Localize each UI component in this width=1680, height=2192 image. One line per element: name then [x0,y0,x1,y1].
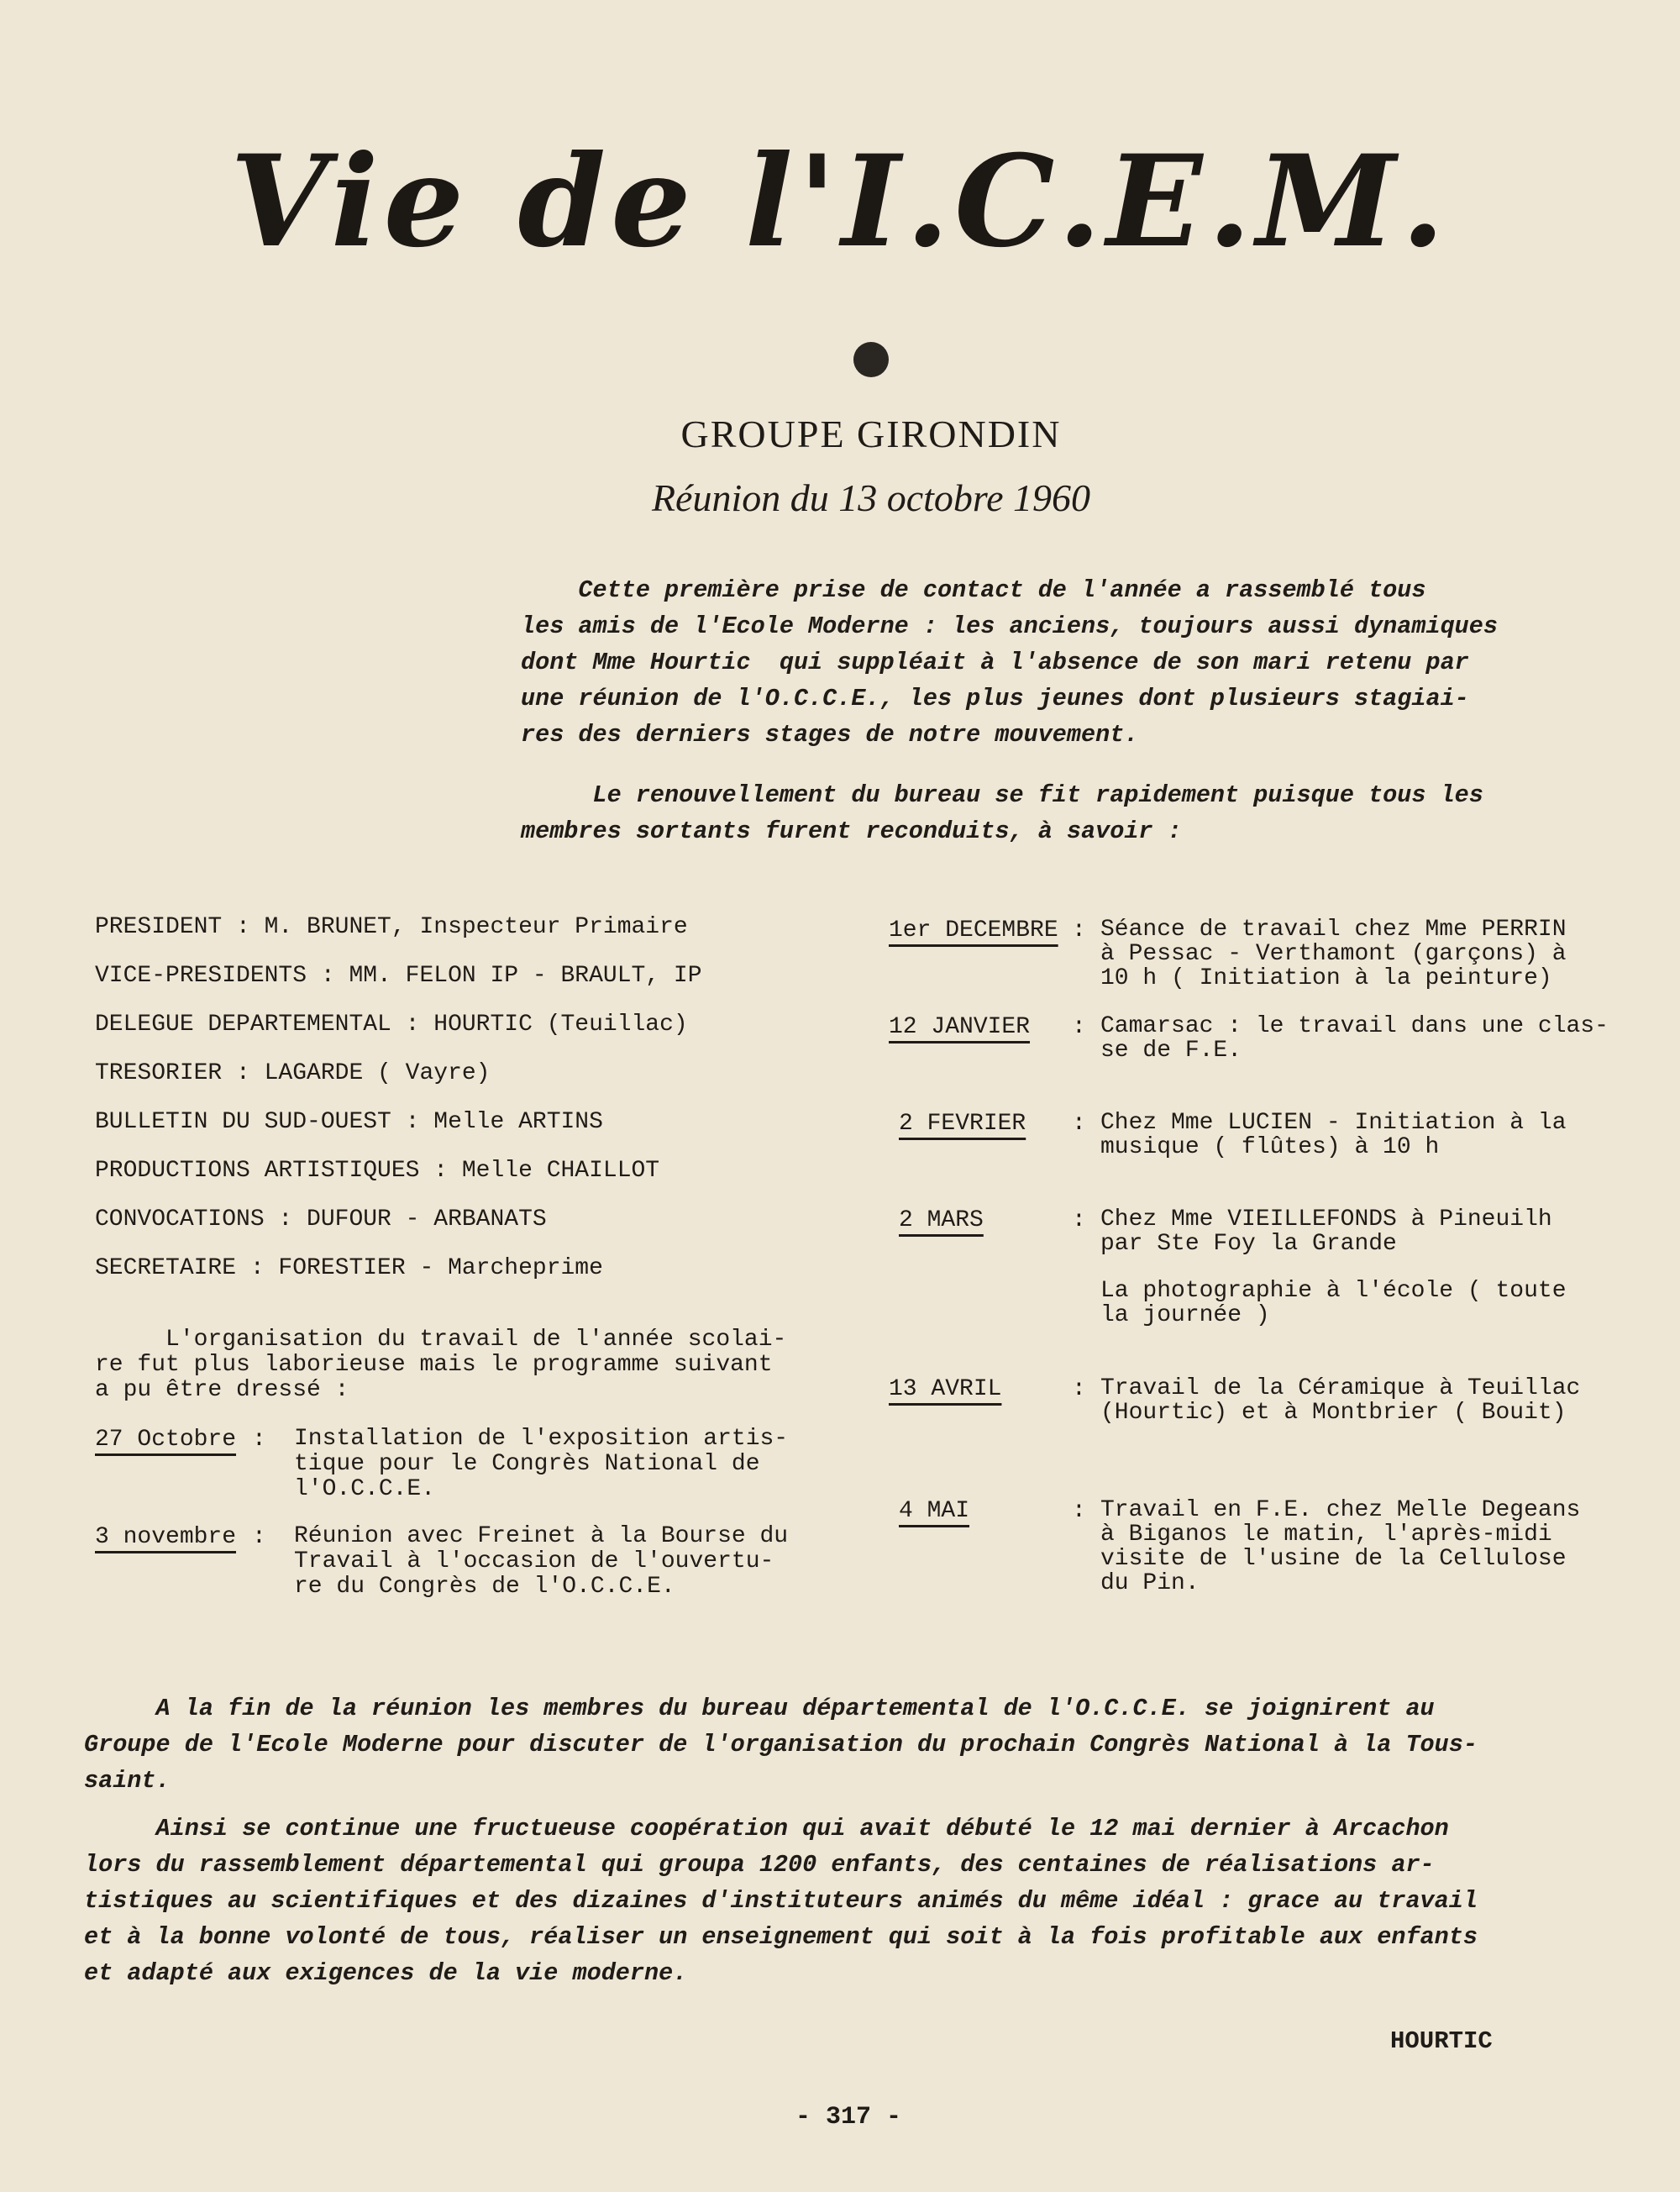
schedule-text: (Hourtic) et à Montbrier ( Bouit) [1100,1400,1567,1426]
officer-item: SECRETAIRE : FORESTIER - Marcheprime [95,1255,603,1281]
schedule-text: Travail en F.E. chez Melle Degeans [1100,1497,1581,1523]
closing-line: Ainsi se continue une fructueuse coopération qui avait débuté le 12 mai dernier à Arcachon [84,1815,1449,1842]
schedule-date: 2 FEVRIER [899,1111,1026,1137]
officer-item: PRODUCTIONS ARTISTIQUES : Melle CHAILLOT [95,1158,660,1184]
schedule-date: 12 JANVIER [889,1014,1031,1040]
schedule-text: Travail de la Céramique à Teuillac [1100,1375,1581,1401]
schedule-text: à Biganos le matin, l'après-midi [1100,1522,1552,1548]
intro-line: Cette première prise de contact de l'année a rassemblé tous [521,576,1426,604]
schedule-date: 3 novembre [95,1524,237,1550]
schedule-text: Chez Mme LUCIEN - Initiation à la [1100,1110,1567,1136]
closing-line: Groupe de l'Ecole Moderne pour discuter de l'organisation du prochain Congrès National à la Tous- [84,1731,1478,1758]
officer-item: BULLETIN DU SUD-OUEST : Melle ARTINS [95,1109,603,1135]
page-title: Vie de l'I.C.E.M. [230,128,1450,276]
intro-line: res des derniers stages de notre mouvement. [521,721,1139,749]
schedule-text: Réunion avec Freinet à la Bourse du [294,1523,789,1549]
schedule-colon: : [252,1427,266,1453]
organisation-line: L'organisation du travail de l'année scolai- [95,1327,787,1353]
meeting-subtitle: Réunion du 13 octobre 1960 [651,476,1091,519]
schedule-text: musique ( flûtes) à 10 h [1100,1134,1440,1160]
schedule-date: 1er DECEMBRE [889,917,1058,944]
page-number: - 317 - [795,2103,902,2132]
schedule-date: 27 Octobre [95,1427,237,1453]
schedule-text: Camarsac : le travail dans une clas- [1100,1013,1609,1039]
schedule-colon: : [1072,1498,1086,1524]
closing-line: saint. [84,1767,171,1795]
schedule-text: Séance de travail chez Mme PERRIN [1100,917,1567,943]
schedule-text: l'O.C.C.E. [294,1476,436,1502]
officer-item: DELEGUE DEPARTEMENTAL : HOURTIC (Teuillac) [95,1012,688,1038]
organisation-line: a pu être dressé : [95,1377,349,1403]
closing-line: et adapté aux exigences de la vie moderne. [84,1959,688,1987]
schedule-text: Chez Mme VIEILLEFONDS à Pineuilh [1100,1206,1552,1233]
schedule-text: re du Congrès de l'O.C.C.E. [294,1574,675,1600]
schedule-colon: : [1072,917,1086,944]
intro-line: membres sortants furent reconduits, à savoir : [521,817,1182,845]
schedule-date: 13 AVRIL [889,1376,1002,1402]
closing-line: tistiques au scientifiques et des dizaines d'instituteurs animés du même idéal : grace au travail [84,1887,1478,1915]
closing-line: lors du rassemblement départemental qui groupa 1200 enfants, des centaines de réalisations ar- [84,1851,1435,1879]
schedule-text: La photographie à l'école ( toute [1100,1278,1567,1304]
schedule-date: 4 MAI [899,1498,970,1524]
intro-line: les amis de l'Ecole Moderne : les anciens, toujours aussi dynamiques [521,612,1498,640]
officer-item: CONVOCATIONS : DUFOUR - ARBANATS [95,1206,547,1233]
schedule-text: Travail à l'occasion de l'ouvertu- [294,1548,774,1574]
schedule-date: 2 MARS [899,1207,984,1233]
group-title: GROUPE GIRONDIN [680,413,1062,455]
closing-line: A la fin de la réunion les membres du bureau départemental de l'O.C.C.E. se joignirent au [84,1695,1435,1722]
schedule-text: 10 h ( Initiation à la peinture) [1100,965,1552,991]
schedule-text: par Ste Foy la Grande [1100,1231,1397,1257]
schedule-text: à Pessac - Verthamont (garçons) à [1100,941,1567,967]
schedule-colon: : [1072,1207,1086,1233]
officer-item: TRESORIER : LAGARDE ( Vayre) [95,1060,491,1086]
schedule-text: tique pour le Congrès National de [294,1451,760,1477]
schedule-colon: : [252,1524,266,1550]
schedule-text: la journée ) [1100,1302,1270,1328]
schedule-colon: : [1072,1111,1086,1137]
intro-line: une réunion de l'O.C.C.E., les plus jeunes dont plusieurs stagiai- [521,685,1469,712]
schedule-colon: : [1072,1014,1086,1040]
officer-item: PRESIDENT : M. BRUNET, Inspecteur Primaire [95,914,688,940]
schedule-text: Installation de l'exposition artis- [294,1426,789,1452]
officer-item: VICE-PRESIDENTS : MM. FELON IP - BRAULT, IP [95,963,702,989]
signature: HOURTIC [1390,2027,1493,2055]
schedule-text: visite de l'usine de la Cellulose [1100,1546,1567,1572]
organisation-line: re fut plus laborieuse mais le programme suivant [95,1352,773,1378]
schedule-colon: : [1072,1376,1086,1402]
schedule-text: du Pin. [1100,1570,1200,1596]
schedule-text: se de F.E. [1100,1038,1242,1064]
intro-line: dont Mme Hourtic qui suppléait à l'absence de son mari retenu par [521,649,1469,676]
closing-line: et à la bonne volonté de tous, réaliser un enseignement qui soit à la fois profitable aux enfants [84,1923,1478,1951]
intro-line: Le renouvellement du bureau se fit rapidement puisque tous les [521,781,1483,809]
bullet-dot [853,342,889,377]
